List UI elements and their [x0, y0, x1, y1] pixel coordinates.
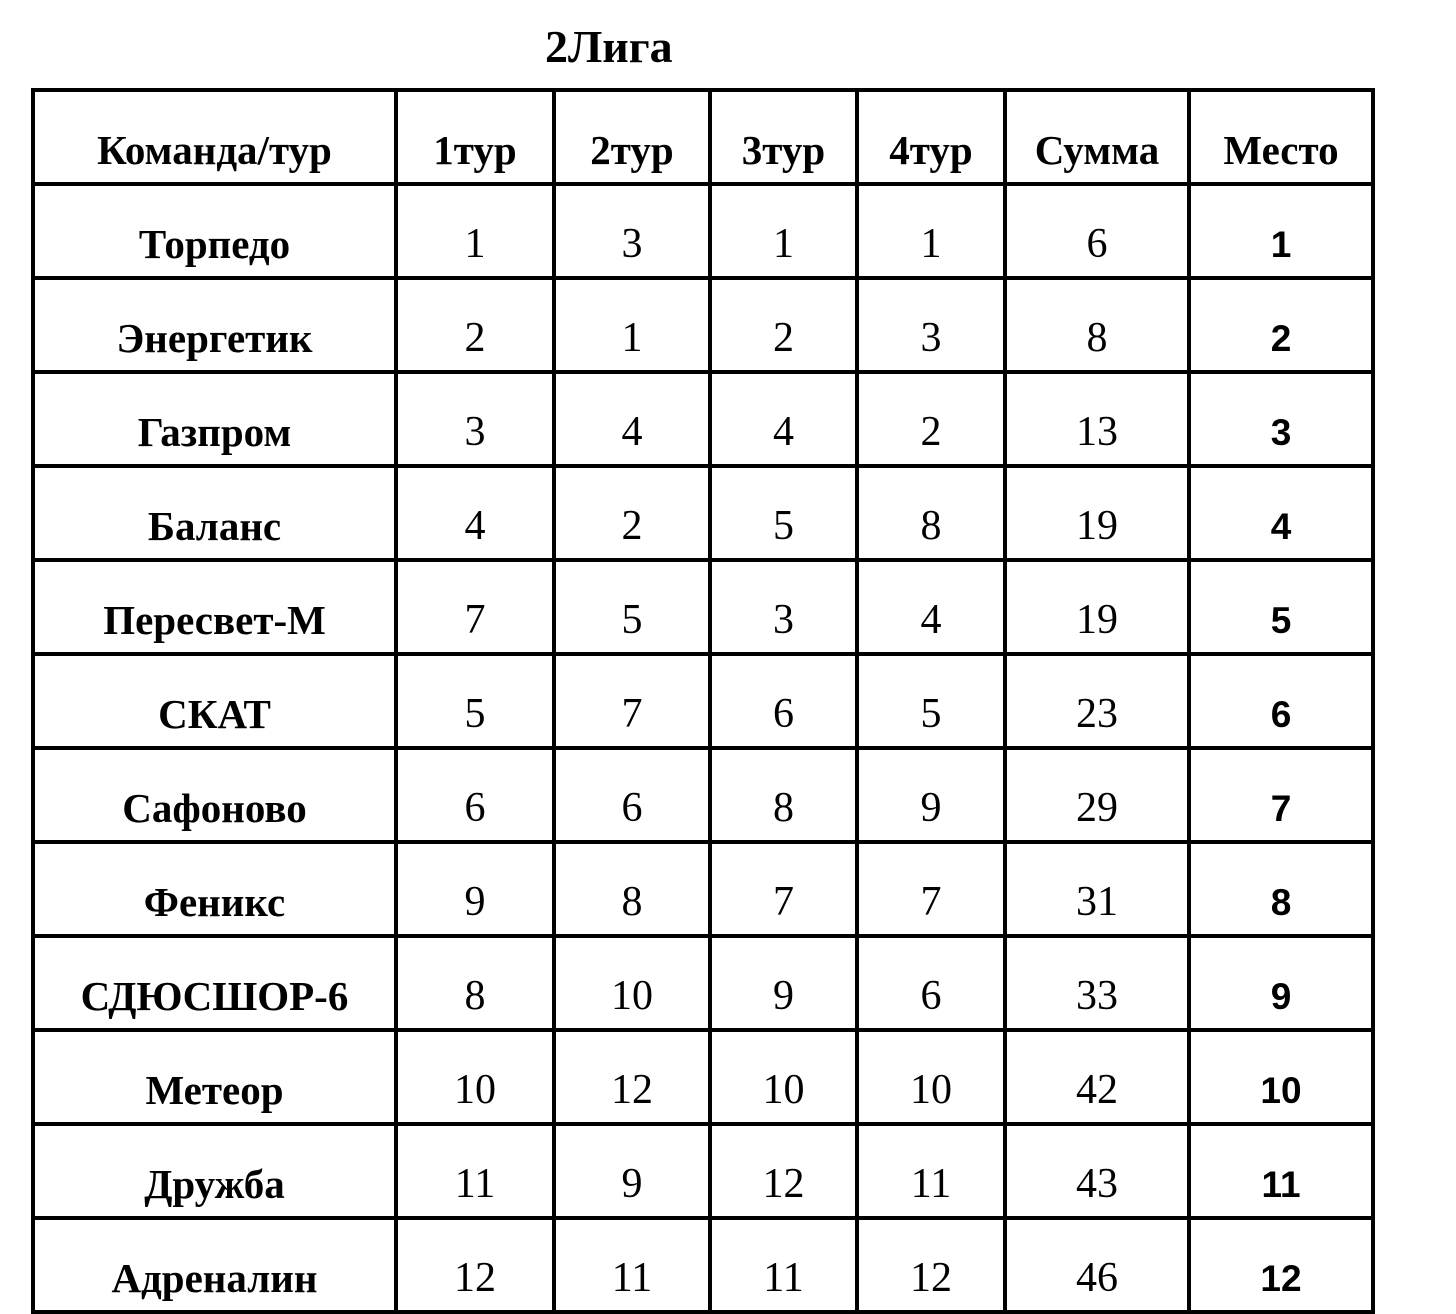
place-cell: 3 [1189, 372, 1373, 466]
col-header-round3: 3тур [710, 90, 857, 184]
round3-cell: 9 [710, 936, 857, 1030]
col-header-sum: Сумма [1005, 90, 1189, 184]
round4-cell: 2 [857, 372, 1005, 466]
round4-cell: 3 [857, 278, 1005, 372]
col-header-team: Команда/тур [33, 90, 396, 184]
round2-cell: 2 [554, 466, 710, 560]
round2-cell: 5 [554, 560, 710, 654]
sum-cell: 6 [1005, 184, 1189, 278]
place-cell: 2 [1189, 278, 1373, 372]
round1-cell: 4 [396, 466, 554, 560]
col-header-place: Место [1189, 90, 1373, 184]
round3-cell: 11 [710, 1218, 857, 1312]
round4-cell: 6 [857, 936, 1005, 1030]
team-name-cell: Метеор [33, 1030, 396, 1124]
sum-cell: 13 [1005, 372, 1189, 466]
round1-cell: 11 [396, 1124, 554, 1218]
team-name-cell: Пересвет-М [33, 560, 396, 654]
table-row [33, 1030, 1373, 1124]
place-cell: 12 [1189, 1218, 1373, 1312]
round2-cell: 1 [554, 278, 710, 372]
round4-cell: 8 [857, 466, 1005, 560]
round1-cell: 10 [396, 1030, 554, 1124]
sum-cell: 29 [1005, 748, 1189, 842]
place-cell: 1 [1189, 184, 1373, 278]
team-name-cell: Баланс [33, 466, 396, 560]
place-cell: 8 [1189, 842, 1373, 936]
round4-cell: 12 [857, 1218, 1005, 1312]
round4-cell: 5 [857, 654, 1005, 748]
round1-cell: 1 [396, 184, 554, 278]
team-name-cell: Адреналин [33, 1218, 396, 1312]
round2-cell: 12 [554, 1030, 710, 1124]
page-title: 2Лига [545, 21, 673, 72]
round2-cell: 7 [554, 654, 710, 748]
round2-cell: 9 [554, 1124, 710, 1218]
team-name-cell: СКАТ [33, 654, 396, 748]
round4-cell: 11 [857, 1124, 1005, 1218]
table-row [33, 654, 1373, 748]
place-cell: 10 [1189, 1030, 1373, 1124]
round1-cell: 9 [396, 842, 554, 936]
table-row [33, 748, 1373, 842]
round1-cell: 7 [396, 560, 554, 654]
team-name-cell: Торпедо [33, 184, 396, 278]
round1-cell: 6 [396, 748, 554, 842]
round3-cell: 8 [710, 748, 857, 842]
team-name-cell: Феникс [33, 842, 396, 936]
place-cell: 6 [1189, 654, 1373, 748]
table-row [33, 1218, 1373, 1312]
col-header-round2: 2тур [554, 90, 710, 184]
table-row [33, 184, 1373, 278]
round3-cell: 7 [710, 842, 857, 936]
sum-cell: 31 [1005, 842, 1189, 936]
round3-cell: 10 [710, 1030, 857, 1124]
table-row [33, 466, 1373, 560]
round3-cell: 5 [710, 466, 857, 560]
round3-cell: 2 [710, 278, 857, 372]
col-header-round1: 1тур [396, 90, 554, 184]
standings-body [33, 184, 1373, 1312]
team-name-cell: Дружба [33, 1124, 396, 1218]
standings-header [33, 90, 1373, 184]
round2-cell: 4 [554, 372, 710, 466]
round2-cell: 10 [554, 936, 710, 1030]
place-cell: 7 [1189, 748, 1373, 842]
sum-cell: 46 [1005, 1218, 1189, 1312]
round1-cell: 2 [396, 278, 554, 372]
table-row [33, 372, 1373, 466]
round3-cell: 6 [710, 654, 857, 748]
header-row [33, 90, 1373, 184]
round3-cell: 3 [710, 560, 857, 654]
round1-cell: 5 [396, 654, 554, 748]
col-header-round4: 4тур [857, 90, 1005, 184]
sum-cell: 42 [1005, 1030, 1189, 1124]
team-name-cell: Сафоново [33, 748, 396, 842]
round2-cell: 6 [554, 748, 710, 842]
round1-cell: 12 [396, 1218, 554, 1312]
table-row [33, 1124, 1373, 1218]
standings-table [31, 88, 1375, 1314]
sum-cell: 8 [1005, 278, 1189, 372]
round1-cell: 3 [396, 372, 554, 466]
sum-cell: 19 [1005, 560, 1189, 654]
round4-cell: 4 [857, 560, 1005, 654]
place-cell: 11 [1189, 1124, 1373, 1218]
place-cell: 5 [1189, 560, 1373, 654]
round3-cell: 4 [710, 372, 857, 466]
round1-cell: 8 [396, 936, 554, 1030]
table-row [33, 842, 1373, 936]
round2-cell: 11 [554, 1218, 710, 1312]
team-name-cell: Газпром [33, 372, 396, 466]
team-name-cell: СДЮСШОР-6 [33, 936, 396, 1030]
sum-cell: 43 [1005, 1124, 1189, 1218]
round3-cell: 1 [710, 184, 857, 278]
round4-cell: 9 [857, 748, 1005, 842]
round2-cell: 8 [554, 842, 710, 936]
round2-cell: 3 [554, 184, 710, 278]
table-row [33, 936, 1373, 1030]
round4-cell: 1 [857, 184, 1005, 278]
sum-cell: 23 [1005, 654, 1189, 748]
table-row [33, 278, 1373, 372]
place-cell: 9 [1189, 936, 1373, 1030]
round4-cell: 7 [857, 842, 1005, 936]
team-name-cell: Энергетик [33, 278, 396, 372]
place-cell: 4 [1189, 466, 1373, 560]
round4-cell: 10 [857, 1030, 1005, 1124]
table-row [33, 560, 1373, 654]
round3-cell: 12 [710, 1124, 857, 1218]
sum-cell: 19 [1005, 466, 1189, 560]
sum-cell: 33 [1005, 936, 1189, 1030]
